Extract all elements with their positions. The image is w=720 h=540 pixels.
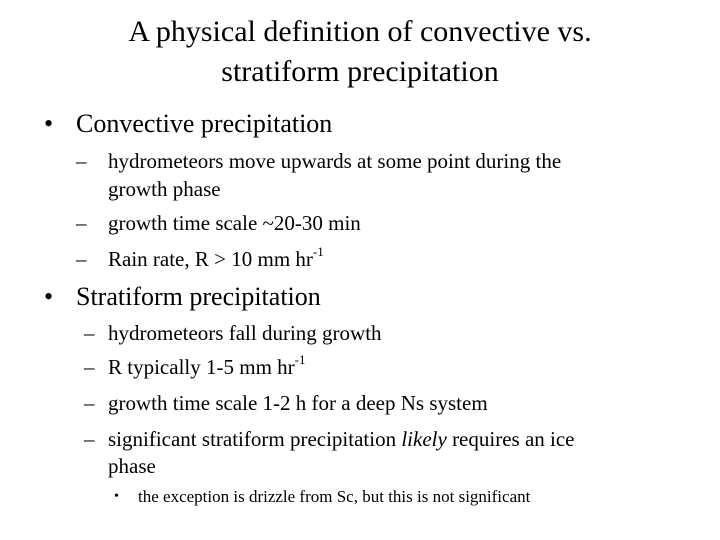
bullet-heading-stratiform: Stratiform precipitation: [76, 282, 321, 311]
bullet-heading-convective: Convective precipitation: [76, 109, 333, 138]
sub-bullet-exception-text: the exception is drizzle from Sc, but this is not significant: [138, 487, 531, 506]
typical-rate-exponent: -1: [294, 352, 306, 367]
stratiform-item-4-line-2: phase: [108, 454, 156, 478]
ice-phase-text-after: requires an ice: [446, 427, 575, 451]
dash-mark: –: [84, 355, 95, 379]
bullet-dot: •: [44, 282, 54, 311]
convective-item-2-text: growth time scale ~20-30 min: [108, 211, 361, 235]
dash-mark: –: [76, 211, 87, 235]
ice-phase-italic-word: likely: [401, 427, 447, 451]
dash-mark: –: [84, 391, 95, 415]
convective-item-3-text: [108, 246, 668, 273]
slide-title-line-1: A physical definition of convective vs.: [128, 15, 592, 48]
convective-item-1-line-2: growth phase: [108, 177, 221, 201]
stratiform-item-3-text: growth time scale 1-2 h for a deep Ns system: [108, 391, 488, 415]
stratiform-item-4-line-1: [108, 426, 668, 453]
stratiform-item-2-text: [108, 354, 668, 381]
bullet-dot: •: [44, 109, 54, 138]
dash-mark: –: [76, 149, 87, 173]
stratiform-item-1-text: hydrometeors fall during growth: [108, 321, 382, 345]
ice-phase-text-before: significant stratiform precipitation: [108, 427, 402, 451]
rain-rate-exponent: -1: [312, 244, 324, 259]
dash-mark: –: [76, 247, 87, 271]
rain-rate-text: Rain rate, R > 10 mm hr: [108, 247, 313, 271]
sub-bullet-dot: •: [114, 489, 119, 504]
dash-mark: –: [84, 321, 95, 345]
convective-item-1-line-1: hydrometeors move upwards at some point during the: [108, 149, 562, 173]
slide-title-line-2: stratiform precipitation: [221, 55, 499, 88]
dash-mark: –: [84, 427, 95, 451]
typical-rate-text: R typically 1-5 mm hr: [108, 355, 295, 379]
